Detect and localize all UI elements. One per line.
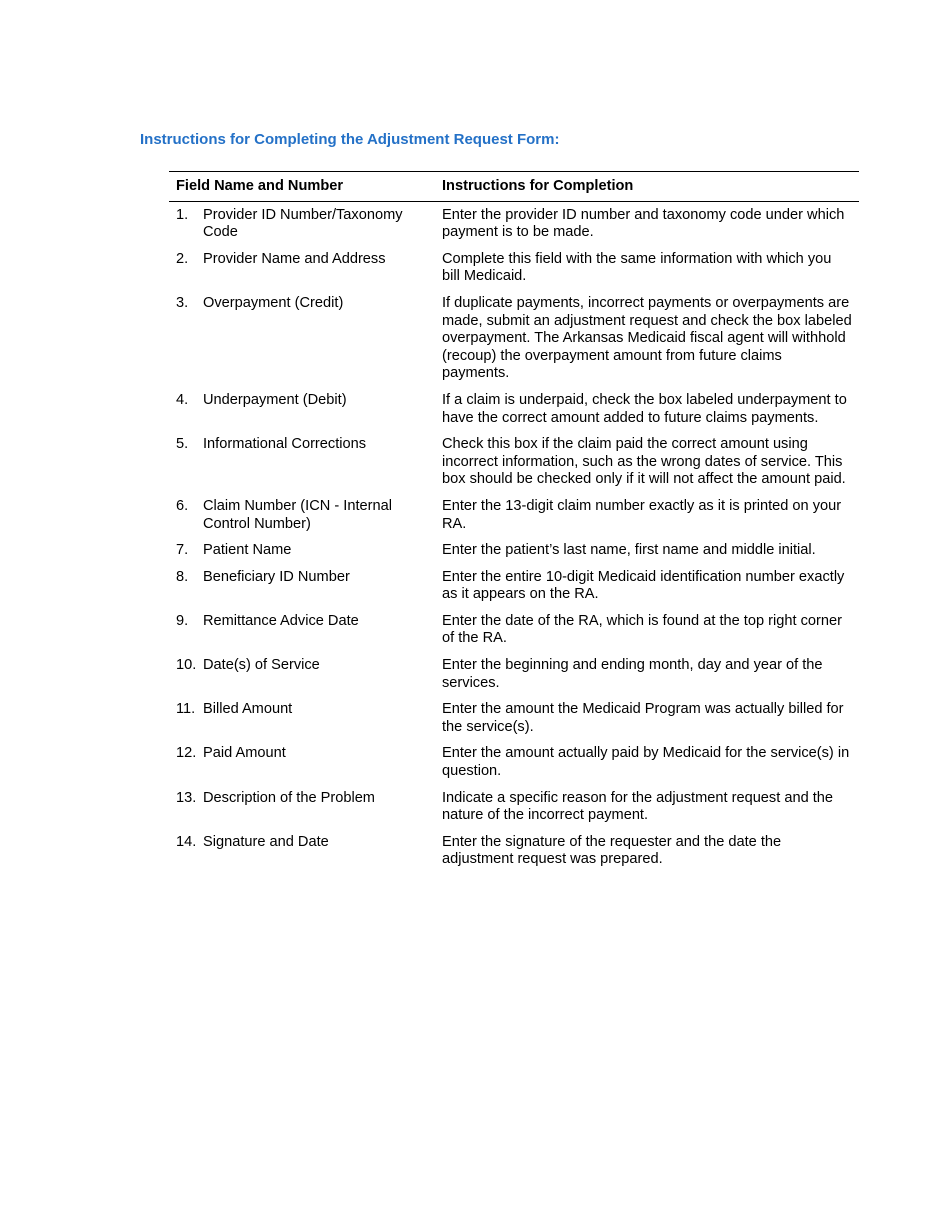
field-name: Provider ID Number/Taxonomy Code <box>203 206 403 241</box>
instruction-text: Check this box if the claim paid the correct amount using incorrect information, such as the wrong dates of service. This box should be checked only if it will not affect the amount paid. <box>442 436 846 488</box>
table-row <box>169 247 859 291</box>
field-number: 8. <box>176 568 189 585</box>
field-cell <box>169 653 435 697</box>
field-name: Billed Amount <box>203 701 293 718</box>
instruction-text: Enter the date of the RA, which is found at the top right corner of the RA. <box>442 612 842 647</box>
instruction-text: Enter the provider ID number and taxonomy code under which payment is to be made. <box>442 206 845 241</box>
instructions-table <box>169 171 859 874</box>
instruction-text: Enter the 13-digit claim number exactly as it is printed on your RA. <box>442 497 842 532</box>
field-cell <box>169 830 435 874</box>
field-cell <box>169 201 435 247</box>
field-cell <box>169 538 435 565</box>
field-cell <box>169 565 435 609</box>
field-cell <box>169 609 435 653</box>
field-number: 7. <box>176 542 189 559</box>
field-number: 11. <box>176 701 196 718</box>
table-row <box>169 830 859 874</box>
instruction-text: If duplicate payments, incorrect payments or overpayments are made, submit an adjustment request and check the box labeled overpayment. The Arkansas Medicaid fiscal agent will withhold (recoup) the overpayment amount from future claims payments. <box>442 294 852 382</box>
instruction-text: Enter the entire 10-digit Medicaid identification number exactly as it appears on the RA. <box>442 568 845 603</box>
table-row <box>169 388 859 432</box>
table-row <box>169 786 859 830</box>
field-cell <box>169 247 435 291</box>
instruction-text: Enter the beginning and ending month, day and year of the services. <box>442 657 823 691</box>
field-number: 5. <box>176 436 189 453</box>
field-number: 4. <box>176 391 189 408</box>
field-name: Description of the Problem <box>203 789 375 806</box>
field-name: Informational Corrections <box>203 436 367 453</box>
table-row <box>169 653 859 697</box>
table-row <box>169 432 859 494</box>
field-name: Paid Amount <box>203 745 286 762</box>
table-row <box>169 201 859 247</box>
field-number: 3. <box>176 294 189 311</box>
table-row <box>169 291 859 388</box>
field-number: 1. <box>176 206 189 223</box>
field-cell <box>169 388 435 432</box>
table-row <box>169 609 859 653</box>
field-cell <box>169 494 435 538</box>
instruction-text: Enter the amount the Medicaid Program was actually billed for the service(s). <box>442 701 844 735</box>
table-row <box>169 538 859 565</box>
instruction-text: Enter the patient’s last name, first name and middle initial. <box>442 542 816 559</box>
field-cell <box>169 786 435 830</box>
field-number: 6. <box>176 497 189 514</box>
field-number: 10. <box>176 657 197 674</box>
field-cell <box>169 291 435 388</box>
page-title: Instructions for Completing the Adjustment Request Form: <box>140 131 560 148</box>
field-number: 9. <box>176 612 189 629</box>
table-header-row <box>169 172 859 202</box>
field-name: Patient Name <box>203 542 292 559</box>
instruction-text: If a claim is underpaid, check the box labeled underpayment to have the correct amount added to future claims payments. <box>442 391 847 426</box>
instruction-text: Enter the amount actually paid by Medicaid for the service(s) in question. <box>442 745 850 780</box>
table-body <box>169 201 859 874</box>
field-cell <box>169 432 435 494</box>
field-number: 2. <box>176 250 189 267</box>
field-number: 13. <box>176 789 197 806</box>
field-name: Claim Number (ICN - Internal Control Number) <box>203 497 392 532</box>
field-name: Underpayment (Debit) <box>203 391 347 408</box>
field-name: Remittance Advice Date <box>203 612 359 629</box>
field-name: Date(s) of Service <box>203 657 320 674</box>
table-row <box>169 565 859 609</box>
instructions-column-header: Instructions for Completion <box>435 172 859 202</box>
field-cell <box>169 741 435 785</box>
table-row <box>169 697 859 741</box>
field-name: Signature and Date <box>203 833 329 850</box>
field-number: 14. <box>176 833 197 850</box>
instruction-text: Enter the signature of the requester and the date the adjustment request was prepared. <box>442 833 782 868</box>
field-name: Provider Name and Address <box>203 250 386 267</box>
table-row <box>169 494 859 538</box>
field-name: Overpayment (Credit) <box>203 294 344 311</box>
instruction-text: Complete this field with the same information with which you bill Medicaid. <box>442 250 832 285</box>
instruction-text: Indicate a specific reason for the adjustment request and the nature of the incorrect payment. <box>442 789 834 824</box>
field-name: Beneficiary ID Number <box>203 568 350 585</box>
field-number: 12. <box>176 745 197 762</box>
field-cell <box>169 697 435 741</box>
field-column-header: Field Name and Number <box>169 172 435 202</box>
table-row <box>169 741 859 785</box>
